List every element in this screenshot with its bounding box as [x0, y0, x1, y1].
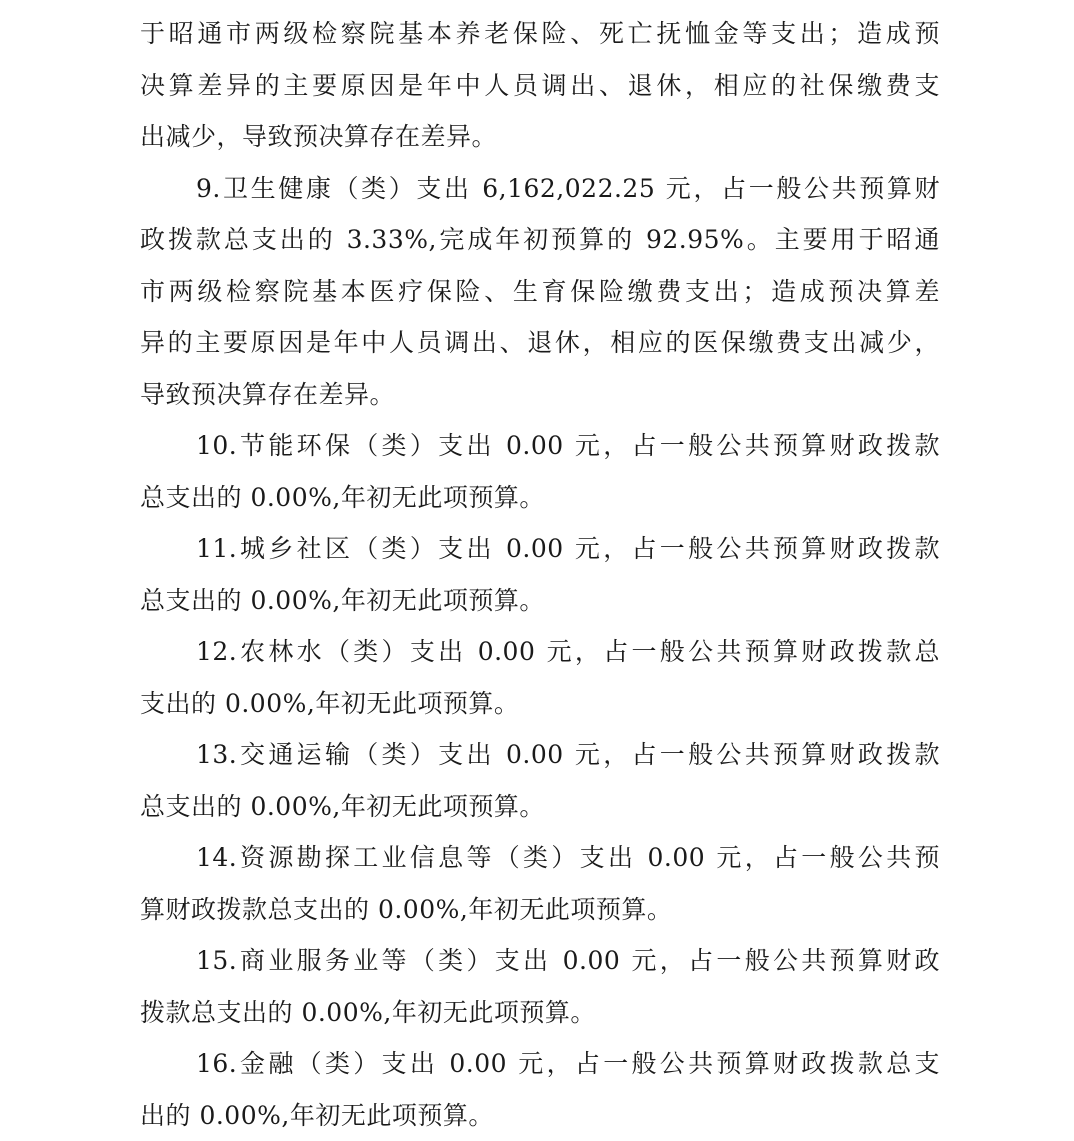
paragraph-start-line: 10.节能环保（类）支出 0.00 元，占一般公共预算财政拨款 — [140, 420, 940, 472]
text-line: 算财政拨款总支出的 0.00%,年初无此项预算。 — [140, 884, 940, 936]
document-body — [140, 8, 940, 1141]
paragraph-start-line: 9.卫生健康（类）支出 6,162,022.25 元，占一般公共预算财 — [140, 163, 940, 215]
paragraph-start-line: 13.交通运输（类）支出 0.00 元，占一般公共预算财政拨款 — [140, 729, 940, 781]
text-line: 市两级检察院基本医疗保险、生育保险缴费支出；造成预决算差 — [140, 266, 940, 318]
text-line: 总支出的 0.00%,年初无此项预算。 — [140, 781, 940, 833]
text-line: 总支出的 0.00%,年初无此项预算。 — [140, 472, 940, 524]
text-line: 拨款总支出的 0.00%,年初无此项预算。 — [140, 987, 940, 1039]
paragraph-start-line: 11.城乡社区（类）支出 0.00 元，占一般公共预算财政拨款 — [140, 523, 940, 575]
text-line: 出减少，导致预决算存在差异。 — [140, 111, 940, 163]
text-line: 总支出的 0.00%,年初无此项预算。 — [140, 575, 940, 627]
text-line: 异的主要原因是年中人员调出、退休，相应的医保缴费支出减少， — [140, 317, 940, 369]
text-line: 支出的 0.00%,年初无此项预算。 — [140, 678, 940, 730]
text-line: 导致预决算存在差异。 — [140, 369, 940, 421]
text-line: 政拨款总支出的 3.33%,完成年初预算的 92.95%。主要用于昭通 — [140, 214, 940, 266]
text-line: 出的 0.00%,年初无此项预算。 — [140, 1090, 940, 1141]
paragraph-start-line: 15.商业服务业等（类）支出 0.00 元，占一般公共预算财政 — [140, 935, 940, 987]
text-line: 决算差异的主要原因是年中人员调出、退休，相应的社保缴费支 — [140, 60, 940, 112]
paragraph-start-line: 14.资源勘探工业信息等（类）支出 0.00 元，占一般公共预 — [140, 832, 940, 884]
text-line: 于昭通市两级检察院基本养老保险、死亡抚恤金等支出；造成预 — [140, 8, 940, 60]
paragraph-start-line: 16.金融（类）支出 0.00 元，占一般公共预算财政拨款总支 — [140, 1038, 940, 1090]
paragraph-start-line: 12.农林水（类）支出 0.00 元，占一般公共预算财政拨款总 — [140, 626, 940, 678]
